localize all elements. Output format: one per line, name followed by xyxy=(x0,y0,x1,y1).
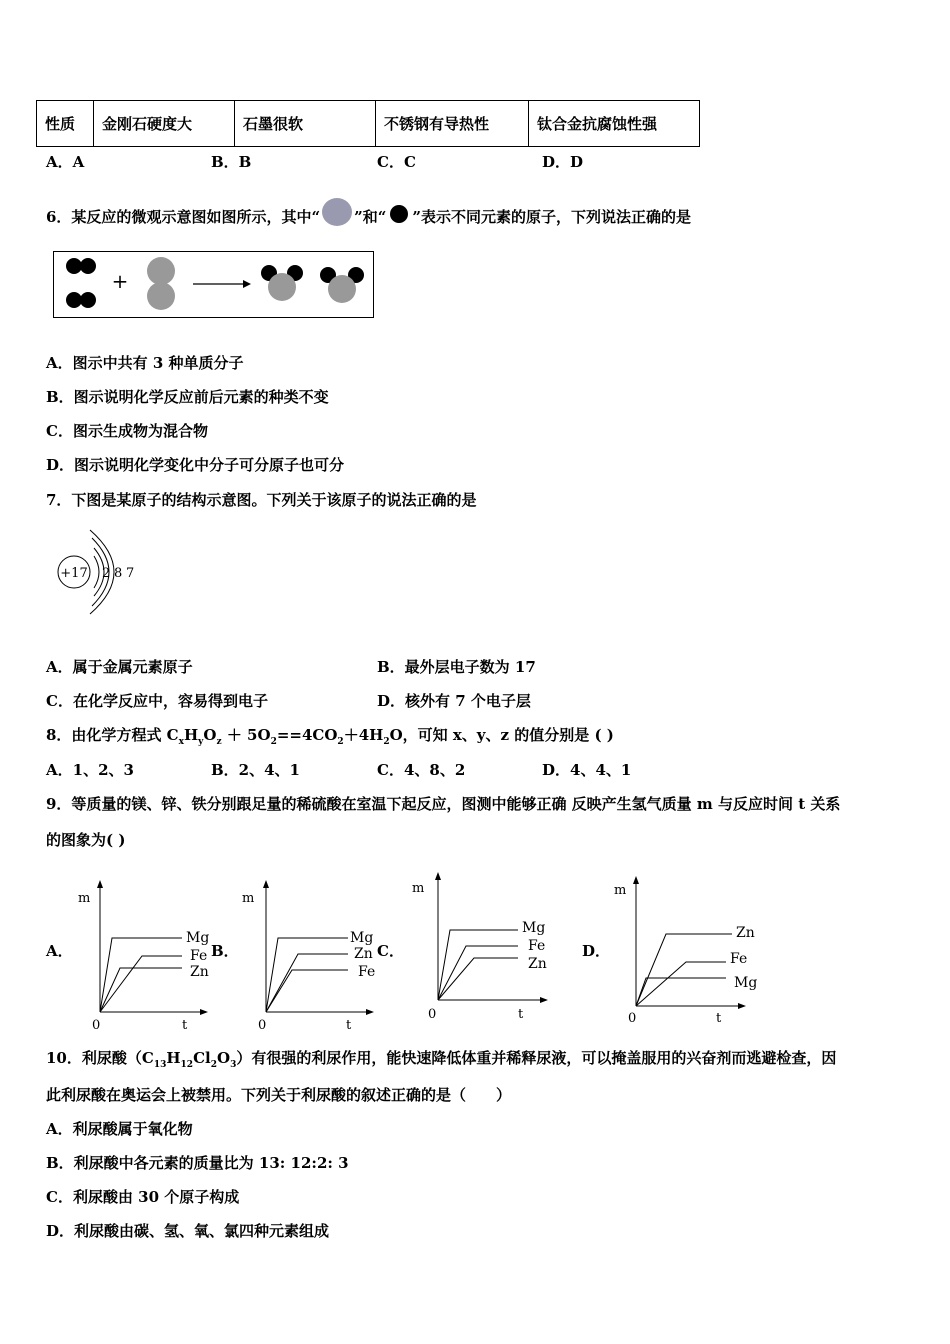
q9-option-a[interactable]: A． xyxy=(46,942,73,960)
table-cell: 钛合金抗腐蚀性强 xyxy=(529,101,700,147)
svg-text:Mg: Mg xyxy=(350,930,374,946)
svg-text:Zn: Zn xyxy=(736,925,755,941)
svg-text:Fe: Fe xyxy=(358,964,376,980)
svg-text:m: m xyxy=(242,891,255,906)
table-cell: 性质 xyxy=(37,101,94,147)
svg-text:2: 2 xyxy=(102,566,111,581)
svg-text:t: t xyxy=(716,1011,722,1026)
svg-text:t: t xyxy=(346,1018,352,1033)
graph-d xyxy=(608,870,768,1026)
q7-option-a[interactable]: A．属于金属元素原子 xyxy=(46,658,193,676)
q9-option-d[interactable]: D． xyxy=(582,942,611,960)
svg-text:Fe: Fe xyxy=(190,948,208,964)
black-atom-icon xyxy=(390,205,408,223)
svg-text:0: 0 xyxy=(628,1011,637,1026)
svg-text:0: 0 xyxy=(428,1007,437,1022)
svg-text:+17: +17 xyxy=(60,566,88,581)
property-table xyxy=(36,100,700,147)
q5-option-d[interactable]: D．D xyxy=(542,153,584,171)
svg-text:m: m xyxy=(614,883,627,898)
q7-option-b[interactable]: B．最外层电子数为 17 xyxy=(377,658,536,676)
graph-a xyxy=(72,878,222,1034)
graph-c xyxy=(410,870,560,1026)
q9-stem-line2: 的图象为( ) xyxy=(46,831,126,849)
gray-atom-icon xyxy=(322,198,352,226)
q6-option-b[interactable]: B．图示说明化学反应前后元素的种类不变 xyxy=(46,388,329,406)
q10-option-d[interactable]: D．利尿酸由碳、氢、氧、氯四种元素组成 xyxy=(46,1222,330,1240)
svg-text:Zn: Zn xyxy=(354,946,373,962)
q8-option-c[interactable]: C．4、8、2 xyxy=(377,761,466,779)
q9-stem-line1: 9．等质量的镁、锌、铁分别跟足量的稀硫酸在室温下起反应，图测中能够正确 反映产生氢气质量 m 与反应时间 t 关系 xyxy=(46,795,841,813)
q7-stem: 7．下图是某原子的结构示意图。下列关于该原子的说法正确的是 xyxy=(46,491,477,509)
svg-text:8: 8 xyxy=(114,566,123,581)
q6-option-d[interactable]: D．图示说明化学变化中分子可分原子也可分 xyxy=(46,456,345,474)
q9-option-c[interactable]: C． xyxy=(377,942,404,960)
q6-stem: 6．某反应的微观示意图如图所示，其中“ ”和“ ”表示不同元素的原子，下列说法正确的是 xyxy=(46,198,691,227)
q5-option-a[interactable]: A．A xyxy=(46,153,85,171)
q7-option-c[interactable]: C．在化学反应中，容易得到电子 xyxy=(46,692,268,710)
q8-option-d[interactable]: D．4、4、1 xyxy=(542,761,632,779)
table-cell: 不锈钢有导热性 xyxy=(376,101,529,147)
q10-stem-line1: 10．利尿酸$(C_{13}H_{12}Cl_2O_3)$有很强的利尿作用，能快速降低体重并稀释尿液，可以掩盖服用的兴奋剂而逃避检查，因 xyxy=(46,1049,837,1070)
svg-text:Mg: Mg xyxy=(186,930,210,946)
table-cell: 石墨很软 xyxy=(235,101,376,147)
q6-option-c[interactable]: C．图示生成物为混合物 xyxy=(46,422,208,440)
q8-option-b[interactable]: B．2、4、1 xyxy=(211,761,300,779)
svg-text:t: t xyxy=(182,1018,188,1033)
q6-option-a[interactable]: A．图示中共有 3 种单质分子 xyxy=(46,354,244,372)
svg-text:Zn: Zn xyxy=(190,964,209,980)
q10-stem-line2: 此利尿酸在奥运会上被禁用。下列关于利尿酸的叙述正确的是（ ） xyxy=(46,1086,512,1104)
svg-text:Fe: Fe xyxy=(730,951,748,967)
table-cell: 金刚石硬度大 xyxy=(94,101,235,147)
svg-text:m: m xyxy=(412,881,425,896)
reaction-diagram xyxy=(53,251,375,319)
q10-option-b[interactable]: B．利尿酸中各元素的质量比为 13: 12:2: 3 xyxy=(46,1154,349,1172)
q10-option-c[interactable]: C．利尿酸由 30 个原子构成 xyxy=(46,1188,240,1206)
q5-option-c[interactable]: C．C xyxy=(377,153,416,171)
svg-text:m: m xyxy=(78,891,91,906)
svg-text:7: 7 xyxy=(126,566,135,581)
svg-text:Mg: Mg xyxy=(522,920,546,936)
svg-text:Fe: Fe xyxy=(528,938,546,954)
graph-b xyxy=(238,878,388,1034)
q8-option-a[interactable]: A．1、2、3 xyxy=(46,761,134,779)
svg-text:0: 0 xyxy=(92,1018,101,1033)
q7-option-d[interactable]: D．核外有 7 个电子层 xyxy=(377,692,531,710)
plus-sign: + xyxy=(111,269,129,293)
svg-text:Mg: Mg xyxy=(734,975,758,991)
q8-stem: 8．由化学方程式 $C_xH_yO_z + 5O_2==4CO_2+4H_2O$，可知 x、y、z 的值分别是 ( ) xyxy=(46,726,614,747)
svg-text:t: t xyxy=(518,1007,524,1022)
svg-text:Zn: Zn xyxy=(528,956,547,972)
atom-structure-diagram xyxy=(50,518,150,628)
q5-option-b[interactable]: B．B xyxy=(211,153,252,171)
q10-option-a[interactable]: A．利尿酸属于氧化物 xyxy=(46,1120,193,1138)
q9-option-b[interactable]: B． xyxy=(211,942,239,960)
svg-text:0: 0 xyxy=(258,1018,267,1033)
